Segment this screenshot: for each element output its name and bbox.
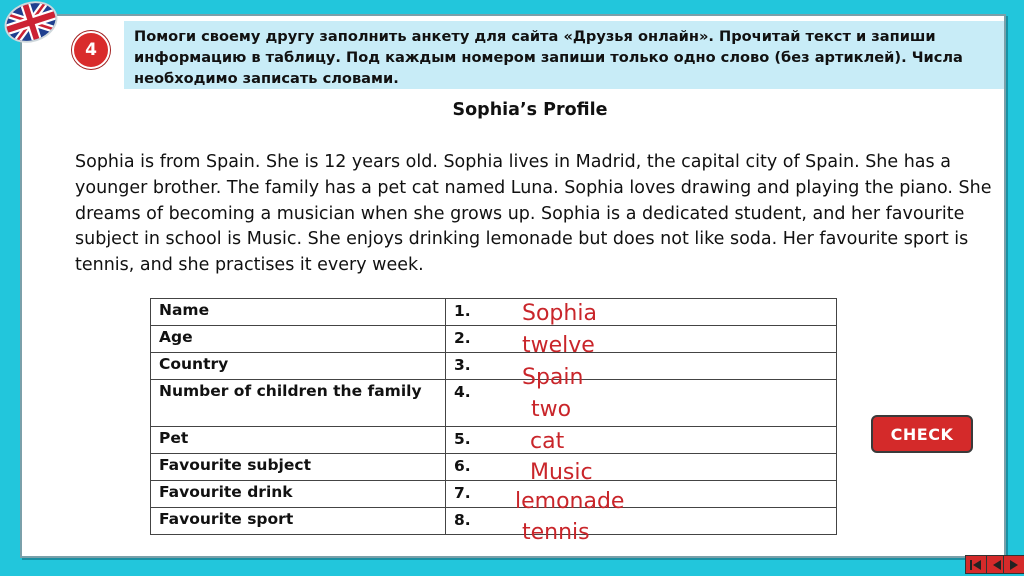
skip-back-icon: [969, 559, 983, 571]
table-row: [151, 353, 837, 380]
profile-table: [150, 298, 837, 535]
row-label: Country: [151, 353, 446, 380]
row-label: Favourite sport: [151, 508, 446, 535]
reading-passage: Sophia is from Spain. She is 12 years old. Sophia lives in Madrid, the capital city of Spain. She has a younger brother. The family has a pet cat named Luna. Sophia loves drawing and playing the piano. She dreams of becoming a musician when she grows up. Sophia is a dedicated student, and her favourite subject in school is Music. She enjoys drinking lemonade but does not like soda. Her favourite sport is tennis, and she practises it every week.: [75, 152, 992, 276]
row-answer-cell[interactable]: 2.: [446, 326, 837, 353]
arrow-right-icon: [1007, 559, 1021, 571]
row-label: Pet: [151, 427, 446, 454]
row-label: Favourite drink: [151, 481, 446, 508]
task-instruction: Помоги своему другу заполнить анкету для сайта «Друзья онлайн». Прочитай текст и запиши информацию в таблицу. Под каждым номером запиши только одно слово (без артиклей). Числа необходимо записать словами.: [124, 21, 1004, 89]
answer-age[interactable]: twelve: [522, 333, 595, 358]
row-answer-cell[interactable]: 7.: [446, 481, 837, 508]
table-row: [151, 380, 837, 427]
nav-next-button[interactable]: [1003, 555, 1024, 574]
row-label: Number of children the family: [151, 380, 446, 427]
table-row: [151, 508, 837, 535]
table-row: [151, 481, 837, 508]
arrow-left-icon: [990, 559, 1004, 571]
row-answer-cell[interactable]: 4.: [446, 380, 837, 427]
answer-drink[interactable]: lemonade: [515, 489, 625, 514]
answer-sport[interactable]: tennis: [522, 520, 590, 545]
row-answer-cell[interactable]: 6.: [446, 454, 837, 481]
row-answer-cell[interactable]: 5.: [446, 427, 837, 454]
table-row: [151, 454, 837, 481]
row-answer-cell[interactable]: 3.: [446, 353, 837, 380]
row-label: Favourite subject: [151, 454, 446, 481]
answer-pet[interactable]: cat: [530, 429, 565, 454]
row-answer-cell[interactable]: 1.: [446, 299, 837, 326]
table-row: [151, 299, 837, 326]
profile-title: Sophia’s Profile: [452, 100, 608, 120]
answer-name[interactable]: Sophia: [522, 301, 597, 326]
answer-country[interactable]: Spain: [522, 365, 584, 390]
task-number-badge: 4: [72, 31, 110, 69]
check-button[interactable]: CHECK: [871, 415, 973, 453]
answer-subject[interactable]: Music: [530, 460, 593, 485]
nav-first-button[interactable]: [965, 555, 987, 574]
table-row: [151, 427, 837, 454]
row-label: Name: [151, 299, 446, 326]
table-row: [151, 326, 837, 353]
row-label: Age: [151, 326, 446, 353]
row-answer-cell[interactable]: 8.: [446, 508, 837, 535]
answer-children[interactable]: two: [531, 397, 572, 422]
